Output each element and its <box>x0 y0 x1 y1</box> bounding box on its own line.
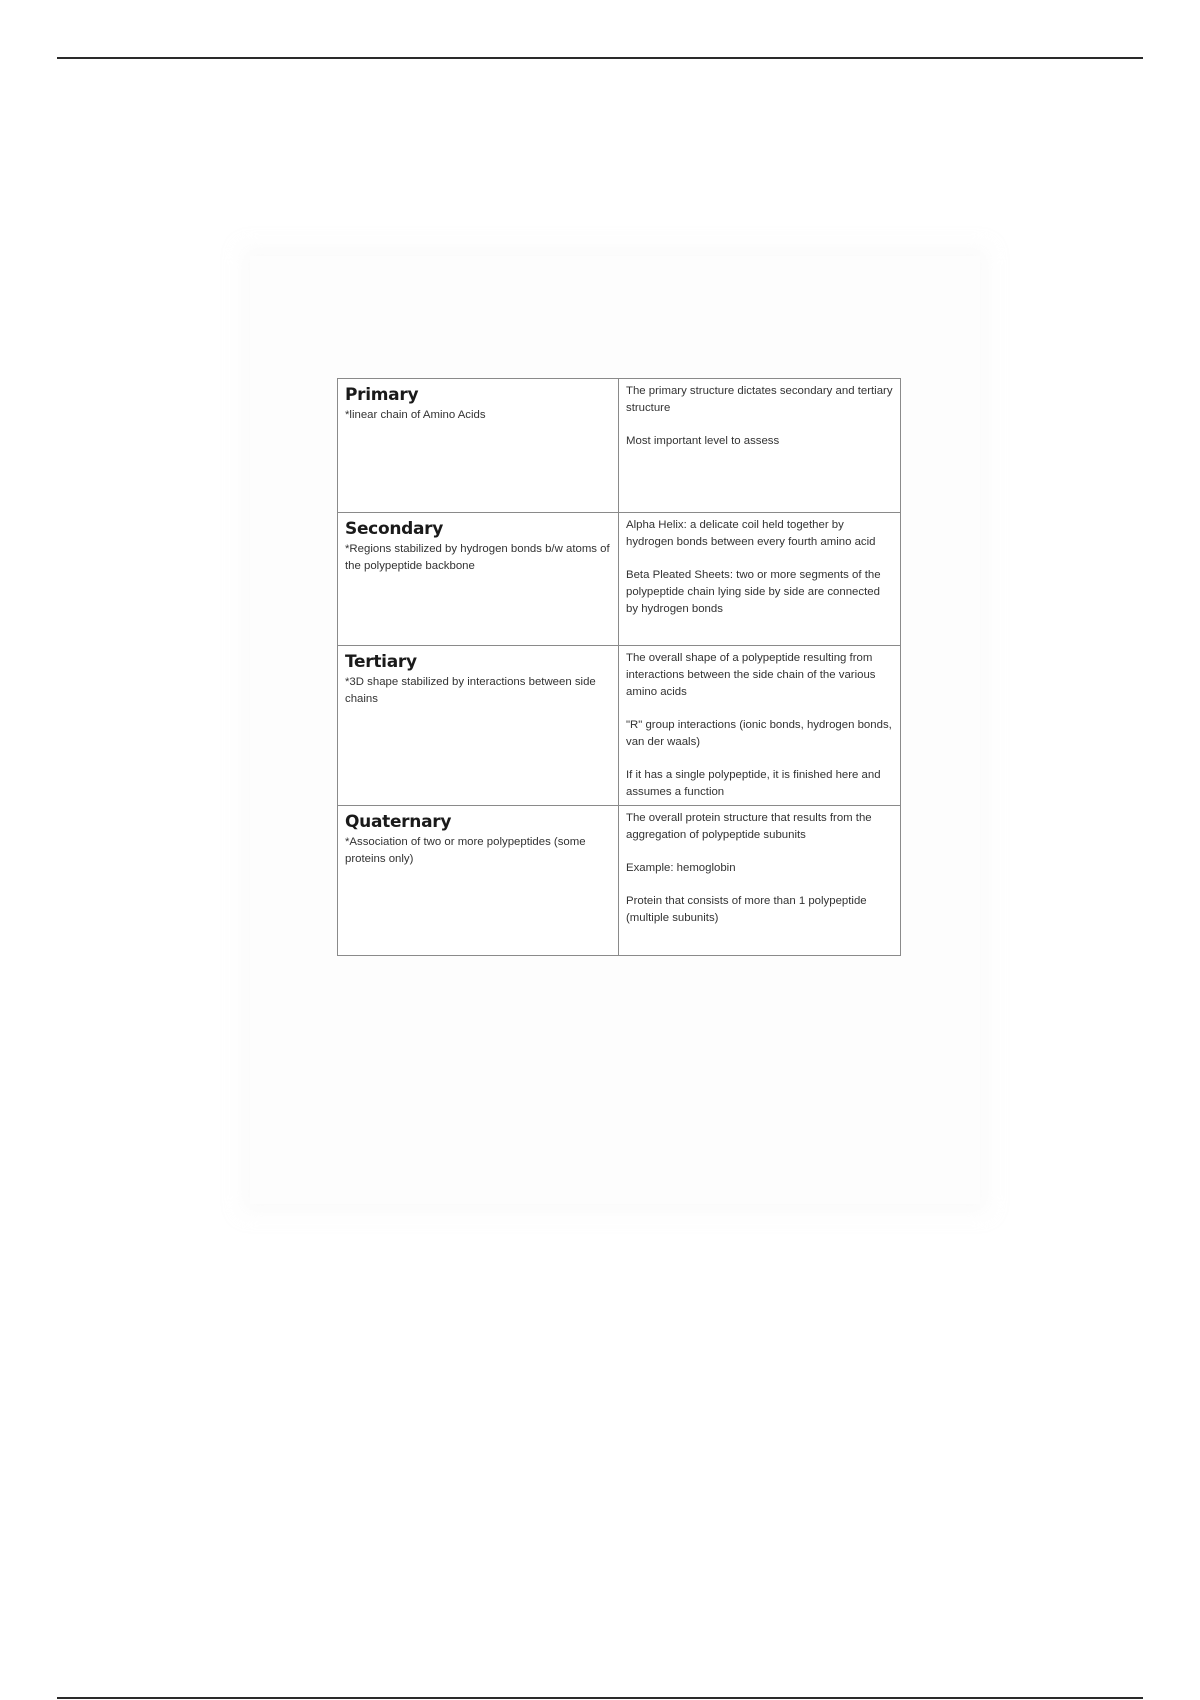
description-text: If it has a single polypeptide, it is finished here and assumes a function <box>626 769 881 798</box>
description-text: The overall protein structure that results from the aggregation of polypeptide subunits <box>626 812 872 841</box>
description-text: Beta Pleated Sheets: two or more segments of the polypeptide chain lying side by side are connected by hydrogen bonds <box>626 569 881 615</box>
level-note: *Regions stabilized by hydrogen bonds b/w atoms of the polypeptide backbone <box>345 543 610 572</box>
description-cell-tertiary <box>619 646 901 806</box>
description-text: The primary structure dictates secondary and tertiary structure <box>626 385 893 414</box>
level-cell-primary <box>338 379 619 513</box>
table-row <box>338 513 901 646</box>
protein-structure-table <box>337 378 901 956</box>
footer-rule <box>57 1697 1143 1699</box>
description-text: Most important level to assess <box>626 435 780 447</box>
description-text: The overall shape of a polypeptide resulting from interactions between the side chain of the various amino acids <box>626 652 876 698</box>
level-cell-tertiary <box>338 646 619 806</box>
table-row <box>338 646 901 806</box>
description-text: Alpha Helix: a delicate coil held together by hydrogen bonds between every fourth amino acid <box>626 519 876 548</box>
level-note: *Association of two or more polypeptides (some proteins only) <box>345 836 586 865</box>
description-cell-secondary <box>619 513 901 646</box>
description-cell-primary <box>619 379 901 513</box>
level-note: *3D shape stabilized by interactions between side chains <box>345 676 596 705</box>
level-name: Quaternary <box>345 812 452 832</box>
level-cell-quaternary <box>338 806 619 956</box>
description-text: Protein that consists of more than 1 polypeptide (multiple subunits) <box>626 895 867 924</box>
level-name: Primary <box>345 385 419 405</box>
level-name: Tertiary <box>345 652 417 672</box>
description-text: "R" group interactions (ionic bonds, hydrogen bonds, van der waals) <box>626 719 892 748</box>
header-rule <box>57 57 1143 59</box>
table-row <box>338 806 901 956</box>
table-row <box>338 379 901 513</box>
description-cell-quaternary <box>619 806 901 956</box>
level-cell-secondary <box>338 513 619 646</box>
description-text: Example: hemoglobin <box>626 862 736 874</box>
level-name: Secondary <box>345 519 444 539</box>
level-note: *linear chain of Amino Acids <box>345 409 486 421</box>
